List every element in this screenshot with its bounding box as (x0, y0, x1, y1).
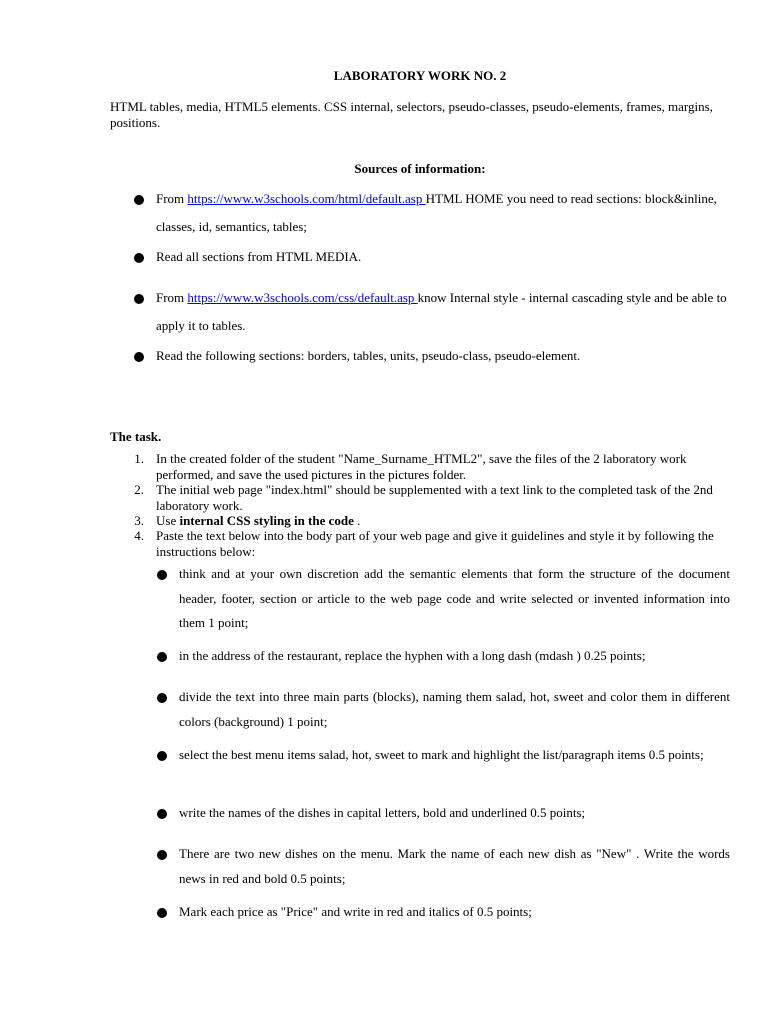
w3schools-html-link[interactable]: https://www.w3schools.com/html/default.asp (187, 191, 426, 206)
task-text: . (353, 513, 361, 528)
bullet-icon (157, 693, 167, 703)
bullet-icon (134, 294, 144, 304)
instruction-item: think and at your own discretion add the semantic elements that form the structure of the document header, footer, section or article to the web page code and write selected or invented information into them 1 point; (179, 566, 730, 630)
instruction-item: Mark each price as "Price" and write in red and italics of 0.5 points; (179, 904, 532, 919)
task-number: 2. (134, 482, 144, 497)
instruction-item: divide the text into three main parts (blocks), naming them salad, hot, sweet and color them in different colors (background) 1 point; (179, 689, 730, 729)
bullet-icon (157, 652, 167, 662)
task-number: 3. (134, 513, 144, 528)
bullet-icon (157, 751, 167, 761)
source-text: HTML HOME you need to read sections: block&inline, classes, id, semantics, tables; (156, 191, 717, 234)
source-item-css (156, 284, 736, 339)
task-item (156, 513, 726, 529)
source-prefix: From (156, 191, 188, 206)
bullet-icon (134, 253, 144, 263)
source-text: Read the following sections: borders, tables, units, pseudo-class, pseudo-element. (156, 348, 581, 363)
source-item-sections (156, 342, 736, 370)
task-number: 1. (134, 451, 144, 466)
instruction-item: in the address of the restaurant, replace the hyphen with a long dash (mdash ) 0.25 points; (179, 648, 646, 663)
instruction-item: There are two new dishes on the menu. Mark the name of each new dish as "New" . Write the words news in red and bold 0.5 points; (179, 846, 730, 886)
document-subtitle: HTML tables, media, HTML5 elements. CSS internal, selectors, pseudo-classes, pseudo-elements, frames, margins, positions. (110, 99, 713, 130)
task-heading: The task. (110, 429, 162, 444)
w3schools-css-link[interactable]: https://www.w3schools.com/css/default.asp (187, 290, 418, 305)
source-item-media (156, 243, 736, 271)
instruction-item: write the names of the dishes in capital letters, bold and underlined 0.5 points; (179, 805, 586, 820)
sources-heading: Sources of information: (354, 161, 486, 176)
bullet-icon (157, 850, 167, 860)
source-item-html (156, 185, 736, 240)
task-item: In the created folder of the student "Name_Surname_HTML2", save the files of the 2 laboratory work performed, and save the used pictures in the pictures folder. (156, 451, 687, 482)
task-emphasis: internal CSS styling in the code (179, 513, 354, 528)
task-item: The initial web page "index.html" should be supplemented with a text link to the completed task of the 2nd laboratory work. (156, 482, 713, 513)
source-text: know Internal style - internal cascading style and be able to apply it to tables. (156, 290, 727, 333)
bullet-icon (134, 195, 144, 205)
bullet-icon (157, 570, 167, 580)
source-prefix: From (156, 290, 188, 305)
bullet-icon (157, 809, 167, 819)
page-title: LABORATORY WORK NO. 2 (333, 68, 507, 83)
task-item: Paste the text below into the body part of your web page and give it guidelines and style it by following the instructions below: (156, 528, 714, 559)
task-number: 4. (134, 528, 144, 543)
bullet-icon (134, 352, 144, 362)
instruction-item: select the best menu items salad, hot, sweet to mark and highlight the list/paragraph items 0.5 points; (179, 747, 704, 762)
source-text: Read all sections from HTML MEDIA. (156, 249, 362, 264)
task-text: Use (156, 513, 180, 528)
bullet-icon (157, 908, 167, 918)
